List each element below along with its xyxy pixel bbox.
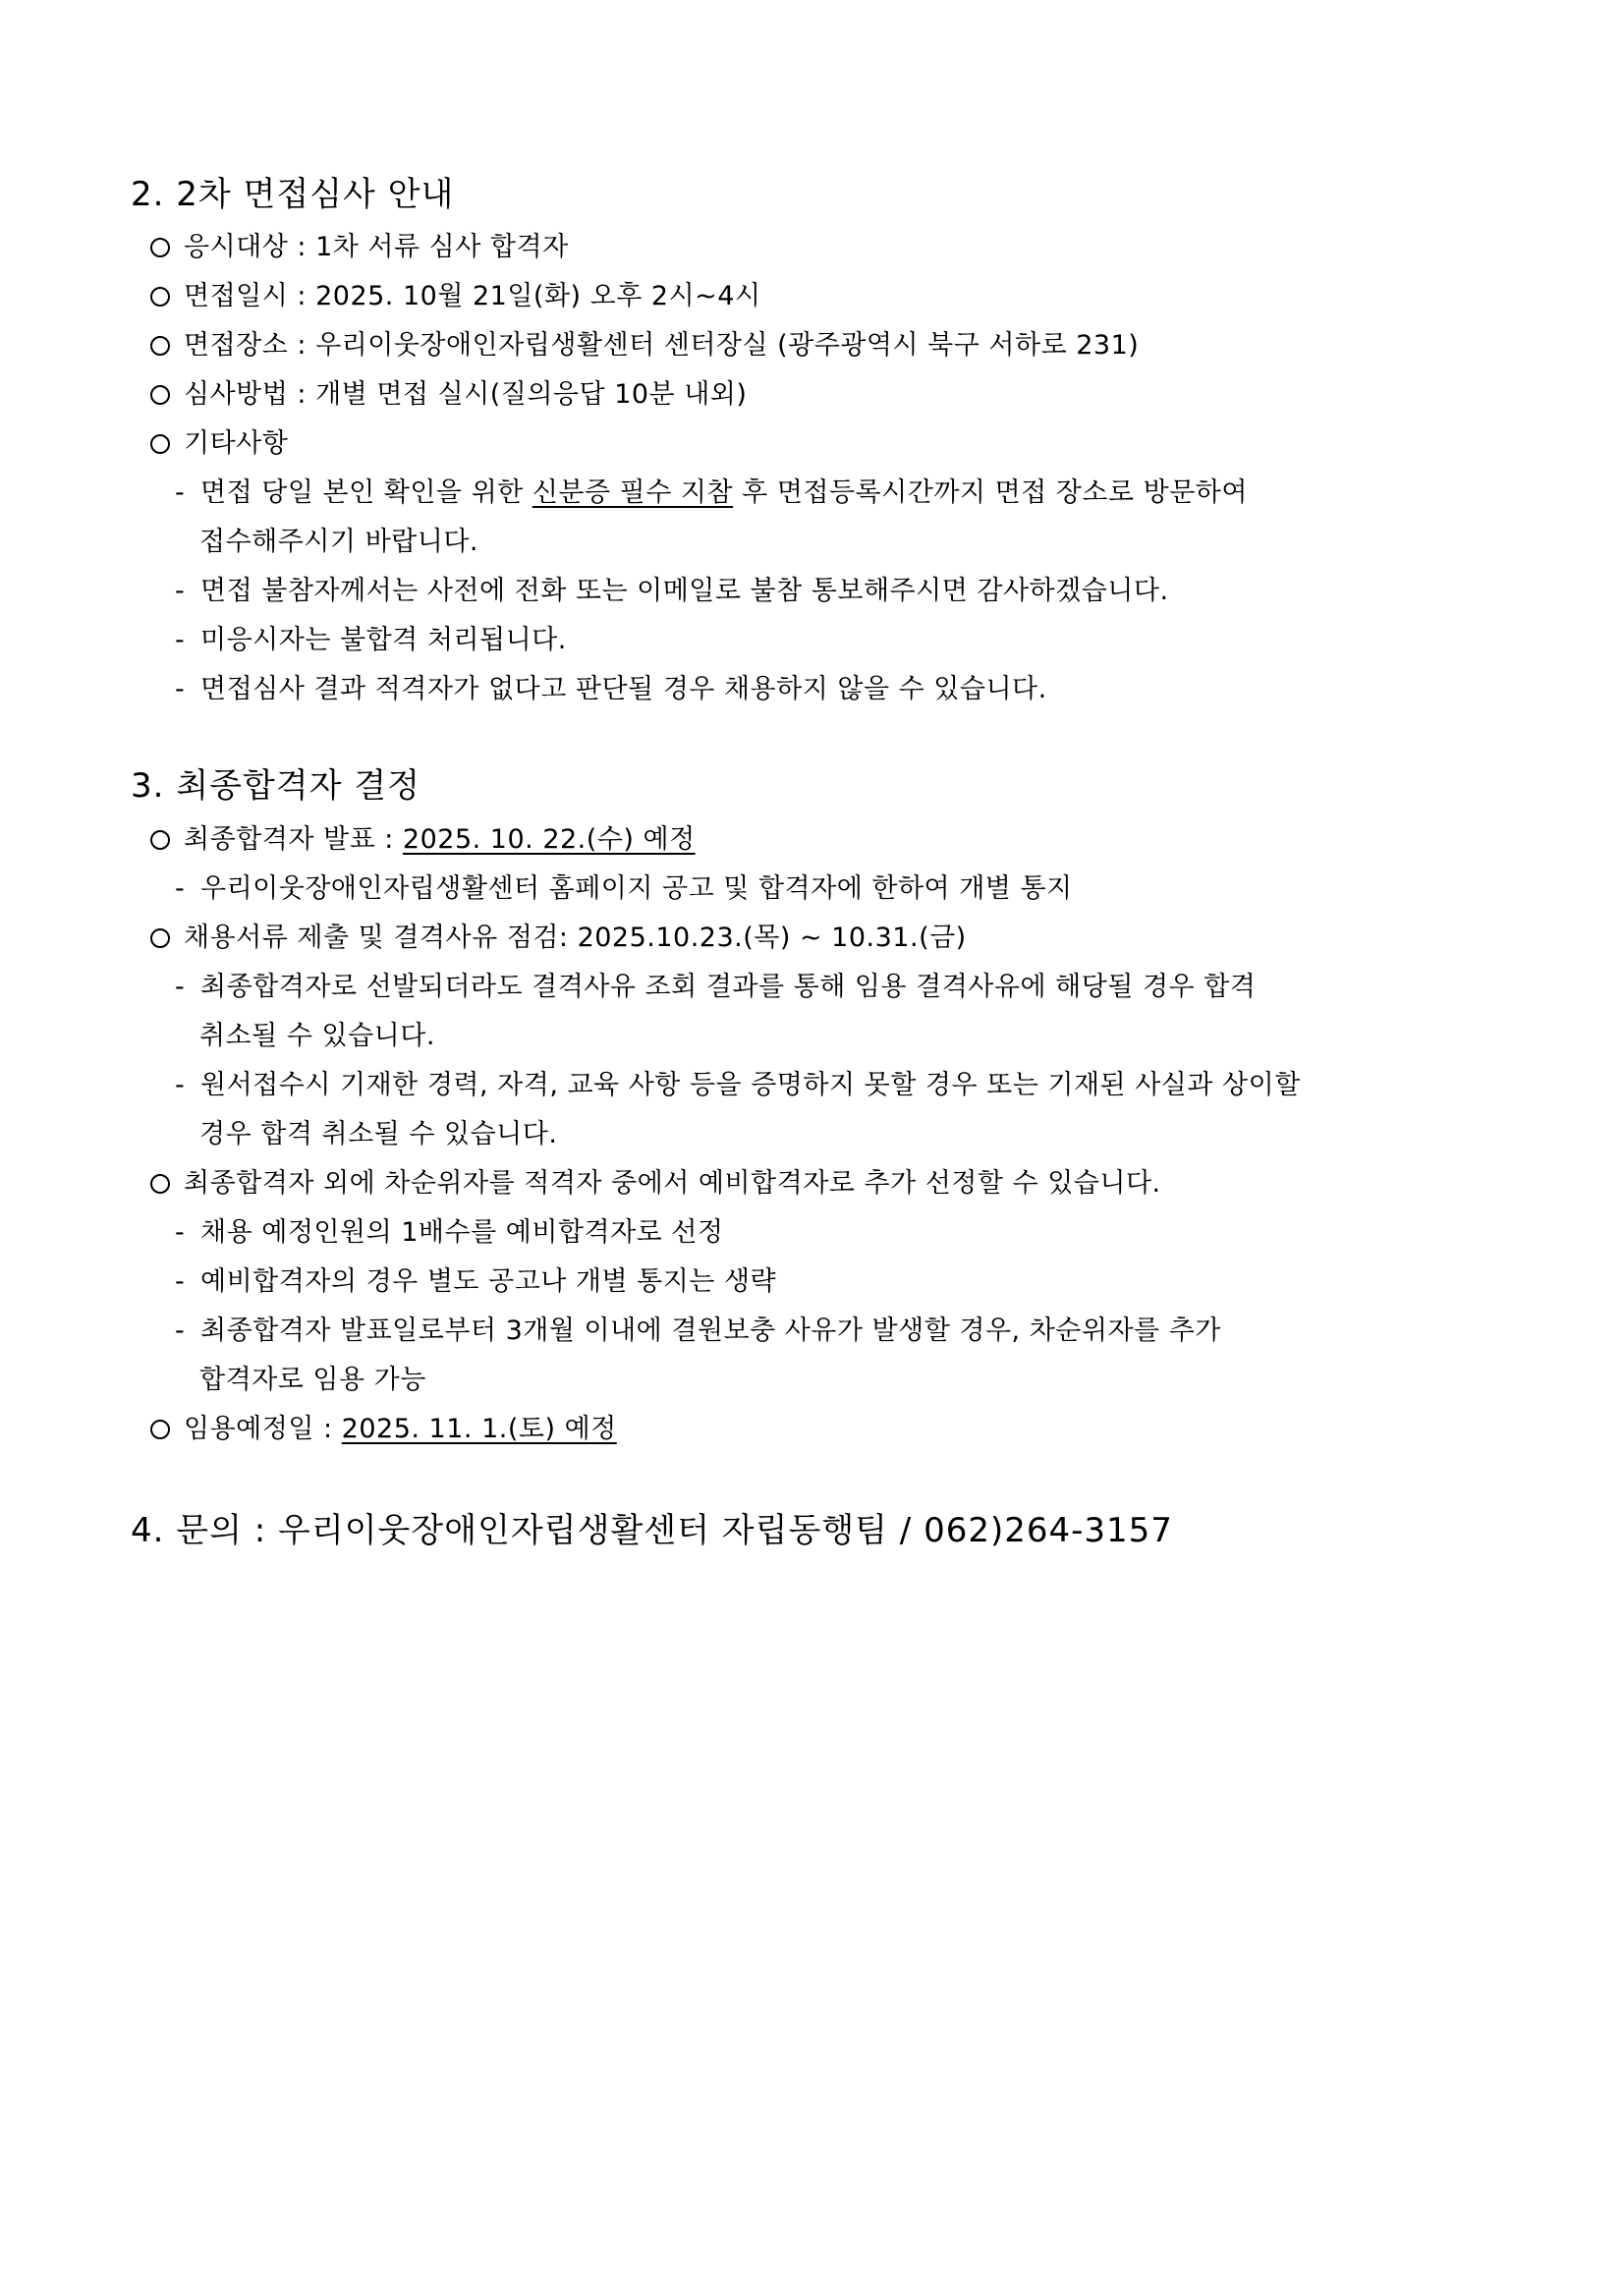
list-item-documents: 채용서류 제출 및 결격사유 점검: 2025.10.23.(목) ~ 10.31.(금) [150, 916, 967, 954]
list-item-final-announcement: 최종합격자 발표 : 2025. 10. 22.(수) 예정 [150, 817, 696, 856]
circle-bullet-icon [150, 336, 170, 356]
underlined-text: 신분증 필수 지참 [532, 477, 734, 508]
note-announcement-method: - 우리이웃장애인자립생활센터 홈페이지 공고 및 합격자에 한하여 개별 통지 [175, 873, 1073, 904]
item-text: 심사방법 : 개별 면접 실시(질의응답 10분 내외) [184, 379, 748, 410]
item-text: 응시대상 : 1차 서류 심사 합격자 [184, 232, 569, 262]
underlined-text: 2025. 11. 1.(토) 예정 [341, 1414, 617, 1444]
circle-bullet-icon [150, 928, 170, 948]
note-verification: - 원서접수시 기재한 경력, 자격, 교육 사항 등을 증명하지 못할 경우 또는 기재된 사실과 상이할 [175, 1070, 1301, 1100]
list-item-other [150, 421, 288, 460]
list-item-appointment-date: 임용예정일 : 2025. 11. 1.(토) 예정 [150, 1407, 617, 1445]
circle-bullet-icon [150, 1420, 170, 1439]
list-item-evaluation-method [150, 372, 747, 411]
circle-bullet-icon [150, 385, 170, 405]
circle-bullet-icon [150, 238, 170, 257]
item-text: 면접장소 : 우리이웃장애인자립생활센터 센터장실 (광주광역시 북구 서하로 231) [184, 330, 1140, 361]
note-no-show: - 미응시자는 불합격 처리됩니다. [175, 625, 567, 655]
item-text: 기타사항 [184, 428, 289, 459]
list-item-applicants [150, 225, 569, 263]
item-text: 면접일시 : 2025. 10월 21일(화) 오후 2시~4시 [184, 281, 761, 311]
list-item-reserve: 최종합격자 외에 차순위자를 적격자 중에서 예비합격자로 추가 선정할 수 있습니다. [150, 1161, 1161, 1200]
list-item-interview-datetime [150, 274, 761, 312]
section-3-title: 3. 최종합격자 결정 [131, 766, 420, 806]
note-disqualification-cont: 취소될 수 있습니다. [199, 1021, 435, 1051]
section-2-title: 2. 2차 면접심사 안내 [131, 175, 455, 214]
note-reserve-notice: - 예비합격자의 경우 별도 공고나 개별 통지는 생략 [175, 1266, 777, 1297]
note-disqualification: - 최종합격자로 선발되더라도 결격사유 조회 결과를 통해 임용 결격사유에 해당될 경우 합격 [175, 972, 1257, 1002]
note-absence: - 면접 불참자께서는 사전에 전화 또는 이메일로 불참 통보해주시면 감사하겠습니다. [175, 576, 1169, 606]
note-reserve-vacancy: - 최종합격자 발표일로부터 3개월 이내에 결원보충 사유가 발생할 경우, 차순위자를 추가 [175, 1316, 1221, 1346]
note-verification-cont: 경우 합격 취소될 수 있습니다. [199, 1119, 558, 1149]
note-reserve-vacancy-cont: 합격자로 임용 가능 [199, 1365, 426, 1395]
note-id-required: - 면접 당일 본인 확인을 위한 신분증 필수 지참 후 면접등록시간까지 면접 장소로 방문하여 [175, 477, 1248, 508]
circle-bullet-icon [150, 434, 170, 454]
circle-bullet-icon [150, 1174, 170, 1194]
note-id-required-cont: 접수해주시기 바랍니다. [199, 527, 478, 557]
section-4-contact: 4. 문의 : 우리이웃장애인자립생활센터 자립동행팀 / 062)264-3157 [131, 1511, 1173, 1550]
list-item-interview-location [150, 323, 1139, 362]
note-no-qualified: - 면접심사 결과 적격자가 없다고 판단될 경우 채용하지 않을 수 있습니다. [175, 674, 1047, 704]
note-reserve-count: - 채용 예정인원의 1배수를 예비합격자로 선정 [175, 1217, 724, 1248]
circle-bullet-icon [150, 287, 170, 307]
circle-bullet-icon [150, 830, 170, 850]
underlined-text: 2025. 10. 22.(수) 예정 [402, 824, 696, 855]
